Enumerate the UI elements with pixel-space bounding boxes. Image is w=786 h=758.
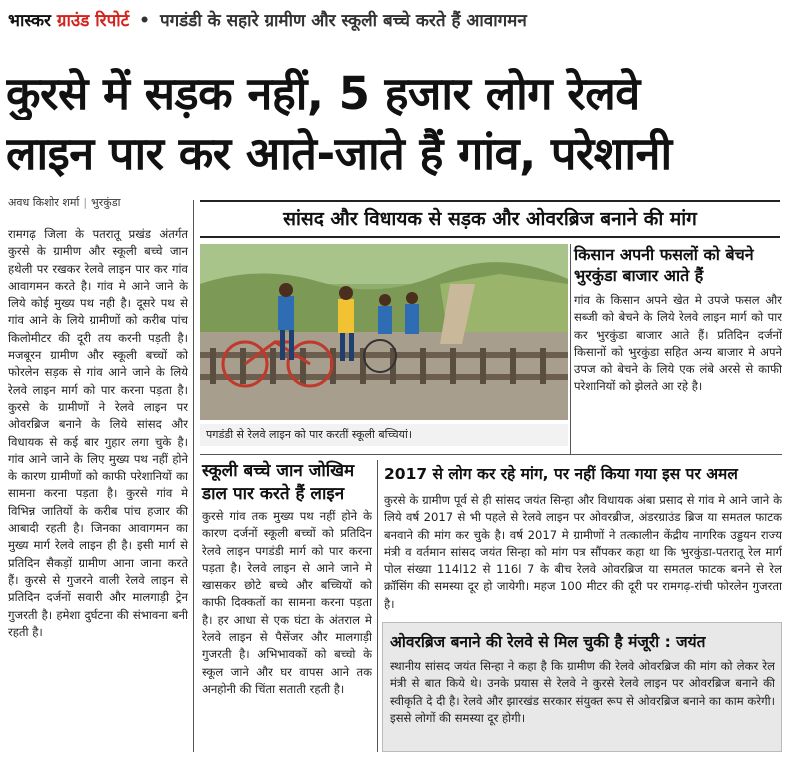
sub-headline: सांसद और विधायक से सड़क और ओवरब्रिज बनाने की मांग [200, 200, 780, 238]
byline-separator: | [83, 196, 88, 209]
bullet-separator: • [139, 11, 151, 31]
dateline-place: भुरकुंडा [91, 196, 121, 209]
photo-side-divider [570, 244, 571, 454]
author-name: अवध किशोर शर्मा [8, 196, 80, 209]
farmers-box-heading: किसान अपनी फसलों को बेचने भुरकुंडा बाजार आते हैं [574, 245, 754, 285]
section-rule [200, 454, 782, 455]
brand-name: भास्कर [8, 11, 51, 31]
quote-box-text: स्थानीय सांसद जयंत सिन्हा ने कहा है कि ग्रामीण की रेलवे ओवरब्रिज की मांग को लेकर रेल मंत्री से बात किये थे। उनके प्रयास से रेलवे ने कुरसे रेलवे लाइन पर ओवरब्रिज बनाने की स्वीकृति दे दी है। रेलवे और झारखंड सरकार संयुक्त रूप से ओवरब्रिज बनाने का काम करेगी। इससे लोगों की समस्या दूर होगी। [390, 659, 775, 725]
headline-line-1: कुरसे में सड़क नहीं, 5 हजार लोग रेलवे [6, 68, 640, 120]
quote-box-heading: ओवरब्रिज बनाने की रेलवे से मिल चुकी है मंजूरी : जयंत [390, 633, 706, 651]
kicker-subtitle: पगडंडी के सहारे ग्रामीण और स्कूली बच्चे करते हैं आवागमन [159, 11, 527, 31]
ground-report-tag: ग्राउंड रिपोर्ट [56, 11, 130, 31]
farmers-box-text: गांव के किसान अपने खेत मे उपजे फसल और सब्जी को बेचने के लिये रेलवे लाइन मार्ग को पार कर भुरकुंडा बाजार आते हैं। प्रतिदिन दर्जनों किसानों को भुरकुंडा सहित अन्य बाजार मे अपने उपज को बेचने के लिये एक लंबे अरसे से काफी परेशानियों को झेलते आ रहे है। [574, 293, 782, 394]
byline [8, 195, 198, 210]
railway-scene-illustration [200, 244, 568, 420]
headline-line-2: लाइन पार कर आते-जाते हैं गांव, परेशानी [6, 128, 672, 180]
demand-box-text: कुरसे के ग्रामीण पूर्व से ही सांसद जयंत सिन्हा और विधायक अंबा प्रसाद से गांव मे आने जाने के लिये वर्ष 2017 से भी पहले से रेलवे लाइन पर ओवरब्रीज, अंडरग्राउंड ब्रिज या समतल फाटक बनवाने की मांग कर चुके है। वर्ष 2017 मे ग्रामीणों ने तत्कालीन केंद्रीय नागरिक उड्डयन राज्य मंत्री व वर्तमान सांसद जयंत सिन्हा को मांग पत्र सौंपकर कहा था कि भुरकुंडा-पतरातू रेल मार्ग पोल संख्या 114l12 से 116l 7 के बीच रेलवे ओवरब्रिज या समतल फाटक बनने से रेल क्रॉसिंग की समस्या दूर हो जायेगी। महज 100 मीटर की दूरी पर रामगढ़-रांची फोरलेन गुजरता है। [384, 493, 782, 611]
photo-caption: पगडंडी से रेलवे लाइन को पार करतीं स्कूली बच्चियां। [200, 424, 568, 446]
children-column-divider [377, 460, 378, 752]
kicker-line [8, 4, 780, 38]
children-box-text: कुरसे गांव तक मुख्य पथ नहीं होने के कारण दर्जनों स्कूली बच्चों को प्रतिदिन रेलवे लाइन पगडंडी मार्ग को पार करना पड़ता है। रेलवे लाइन से आने जाने मे खासकर छोटे बच्चे और बच्चियों को काफी दिक्कतों का सामना करना पड़ता है। हर आधा से एक घंटा के अंतराल मे रेलवे लाइन से पैसेंजर और मालगाड़ी गुजरती है। अभिभावकों को बच्चो के स्कूल जाने और घर वापस आने तक अनहोनी की चिंता सताती रहती है। [202, 509, 372, 696]
column-divider [193, 200, 194, 752]
left-column-text: रामगढ़ जिला के पतरातू प्रखंड अंतर्गत कुरसे के ग्रामीण और स्कूली बच्चे जान हथेली पर रखकर रेलवे लाइन पार कर गांव आवागमन करते है। गांव मे आने जाने के लिये कोई मुख्य पथ नही है। दूसरे पथ से गांव आने के लिये ग्रामीणों को करीब पांच किलोमीटर की दूरी तय करनी पड़ती है। मजबूरन ग्रामीण और स्कूली बच्चों को फोरलेन सड़क से गांव आने जाने के लिये रेलवे लाइन मार्ग को पार करना पड़ता है। कुरसे के ग्रामीणों ने रेलवे लाइन पर ओवरब्रिज बनाने के लिये सांसद और विधायक से कई बार गुहार लगा चुके है। गांव आने जाने के लिए मुख्य पथ नहीं होने के कारण ग्रामीणों को काफी परेशानियों का सामना करना पड़ता है। कुरसे गांव मे विभिन्न जातियों के करीब पांच हजार की आबादी रहती है। जिनका आवागमन का मुख्य मार्ग रेलवे लाइन ही है। इसी मार्ग से प्रतिदिन सैकड़ों ग्रामीण आना जाना करते हैं। कुरसे से गुजरने वाली रेलवे लाइन से प्रतिदिन दर्जनों सवारी और मालगाड़ी ट्रेन गुजरती है। हमेशा दुर्घटना की संभावना बनी रहती है। [8, 227, 188, 639]
news-photo [200, 244, 568, 420]
children-box-heading: स्कूली बच्चे जान जोखिम डाल पार करते हैं लाइन [202, 461, 355, 504]
demand-box-heading: 2017 से लोग कर रहे मांग, पर नहीं किया गया इस पर अमल [384, 465, 738, 483]
